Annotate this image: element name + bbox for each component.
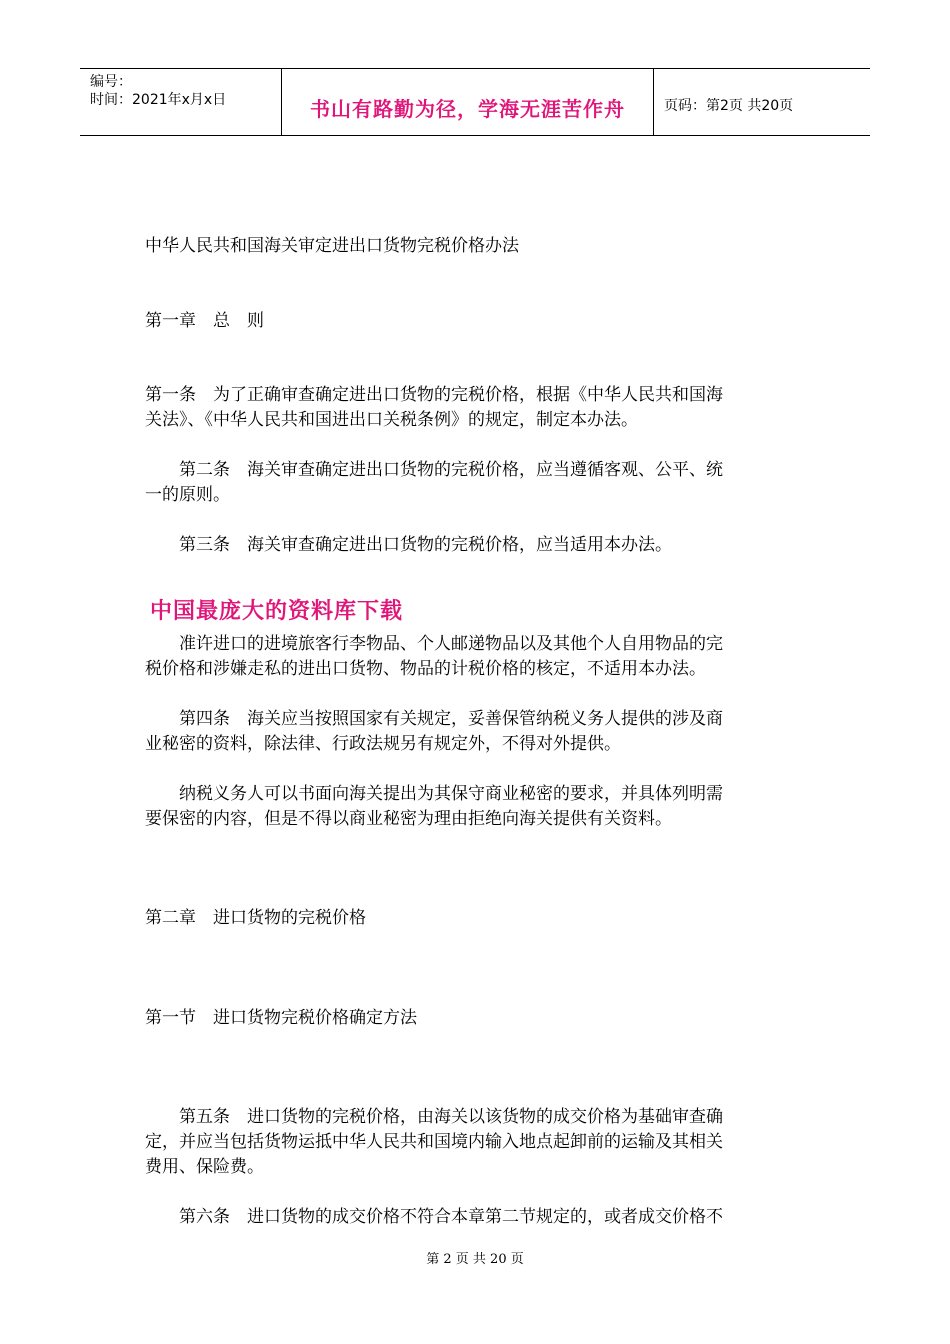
- motto: 书山有路勤为径，学海无涯苦作舟: [310, 97, 625, 121]
- exemption-paragraph-line-1: 准许进口的进境旅客行李物品、个人邮递物品以及其他个人自用物品的完: [145, 634, 723, 654]
- secrecy-paragraph-line-1: 纳税义务人可以书面向海关提出为其保守商业秘密的要求，并具体列明需: [145, 784, 723, 804]
- page-info: 页码：第2页 共20页: [664, 98, 794, 114]
- article-3: 第三条 海关审查确定进出口货物的完税价格，应当适用本办法。: [145, 535, 672, 555]
- chapter-heading-1: 第一章 总 则: [145, 311, 264, 331]
- article-5-line-2: 定，并应当包括货物运抵中华人民共和国境内输入地点起卸前的运输及其相关: [145, 1132, 723, 1152]
- article-5-line-3: 费用、保险费。: [145, 1157, 264, 1177]
- page-footer: 第 2 页 共 20 页: [426, 1252, 524, 1267]
- exemption-paragraph-line-2: 税价格和涉嫌走私的进出口货物、物品的计税价格的核定，不适用本办法。: [145, 659, 706, 679]
- header-page-cell: [654, 69, 870, 135]
- promo-banner: 中国最庞大的资料库下载: [150, 599, 404, 624]
- chapter-heading-2: 第二章 进口货物的完税价格: [145, 908, 366, 928]
- article-4-line-2: 业秘密的资料，除法律、行政法规另有规定外，不得对外提供。: [145, 734, 621, 754]
- time-label: 时间：2021年x月x日: [90, 92, 227, 108]
- article-2-line-1: 第二条 海关审查确定进出口货物的完税价格，应当遵循客观、公平、统: [145, 460, 723, 480]
- section-heading-1: 第一节 进口货物完税价格确定方法: [145, 1008, 417, 1028]
- header-motto-cell: [282, 69, 654, 135]
- header-left-cell: [80, 69, 282, 135]
- secrecy-paragraph-line-2: 要保密的内容，但是不得以商业秘密为理由拒绝向海关提供有关资料。: [145, 809, 672, 829]
- article-2-line-2: 一的原则。: [145, 485, 230, 505]
- article-4-line-1: 第四条 海关应当按照国家有关规定，妥善保管纳税义务人提供的涉及商: [145, 709, 723, 729]
- article-1-line-1: 第一条 为了正确审查确定进出口货物的完税价格，根据《中华人民共和国海: [145, 385, 723, 405]
- header-table: [80, 68, 870, 136]
- article-5-line-1: 第五条 进口货物的完税价格，由海关以该货物的成交价格为基础审查确: [145, 1107, 723, 1127]
- article-1-line-2: 关法》、《中华人民共和国进出口关税条例》的规定，制定本办法。: [145, 410, 638, 430]
- document-title: 中华人民共和国海关审定进出口货物完税价格办法: [145, 236, 519, 256]
- number-label: 编号：: [90, 74, 132, 90]
- article-6-line-1: 第六条 进口货物的成交价格不符合本章第二节规定的，或者成交价格不: [145, 1207, 723, 1227]
